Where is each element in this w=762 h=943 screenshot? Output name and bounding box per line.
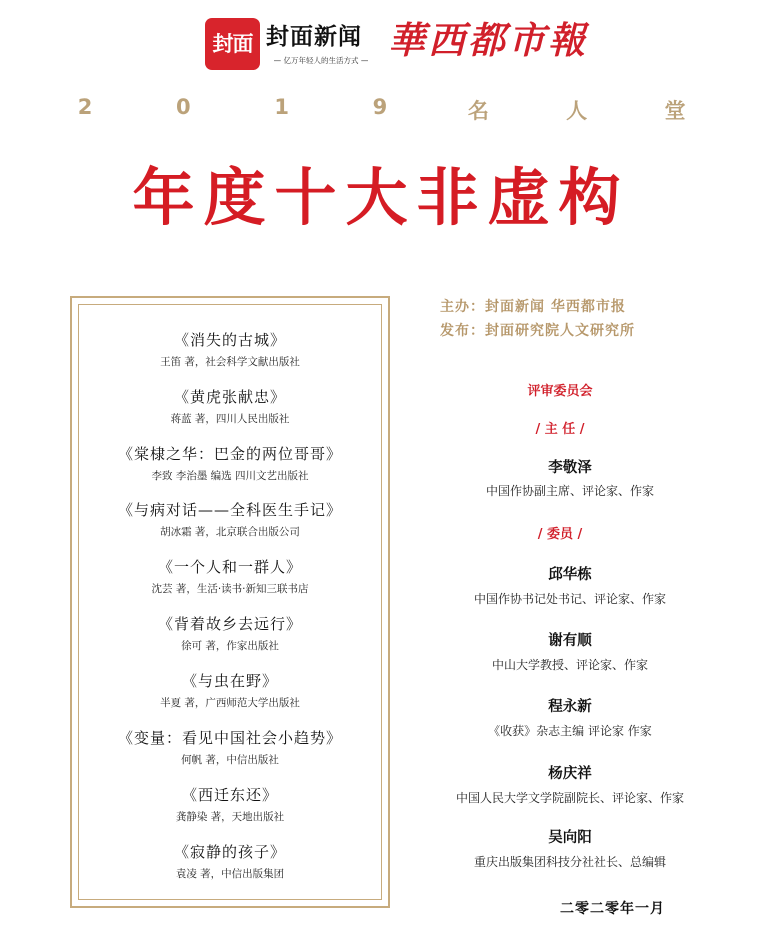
book-title: 《与病对话——全科医生手记》	[117, 501, 342, 519]
book-author-publisher: 袁凌 著，中信出版集团	[175, 868, 285, 880]
book-title: 《黄虎张献忠》	[173, 388, 286, 406]
book-entry	[70, 443, 390, 483]
book-title: 《西迁东还》	[181, 786, 278, 804]
member-name: 吴向阳	[548, 830, 592, 846]
book-title: 《与虫在野》	[181, 672, 278, 690]
member-title: 《收获》杂志主编 评论家 作家	[488, 724, 652, 738]
book-entry	[70, 329, 390, 369]
hall-char: 1	[274, 95, 289, 119]
book-author-publisher: 李致 李治墨 编选 四川文艺出版社	[151, 470, 309, 482]
hall-char: 堂	[664, 99, 686, 123]
book-author-publisher: 王笛 著，社会科学文献出版社	[160, 356, 300, 368]
hall-char: 名	[467, 99, 489, 123]
cover-news-logo-badge: 封面	[205, 18, 260, 70]
book-entry	[70, 727, 390, 767]
hall-of-fame-heading	[70, 95, 690, 135]
book-entry	[70, 841, 390, 881]
book-author-publisher: 半夏 著，广西师范大学出版社	[160, 697, 300, 709]
huaxi-metropolis-daily-logo: 華西都市報	[388, 18, 588, 62]
hall-char: 9	[372, 95, 388, 119]
member-name: 谢有顺	[548, 633, 592, 649]
organizer-publisher: 发布：封面研究院人文研究所	[440, 323, 635, 339]
members-label: / 委员 /	[537, 527, 583, 542]
hall-char: 2	[77, 95, 93, 119]
director-name: 李敬泽	[548, 460, 592, 476]
book-entry	[70, 499, 390, 539]
organizer-host: 主办：封面新闻 华西都市报	[440, 299, 626, 315]
cover-news-slogan: — 亿万年轻人的生活方式 —	[273, 56, 369, 65]
member-title: 中国作协书记处书记、评论家、作家	[473, 592, 666, 606]
hall-char: 0	[176, 95, 191, 119]
book-title: 《棠棣之华：巴金的两位哥哥》	[117, 445, 342, 463]
member-title: 中国人民大学文学院副院长、评论家、作家	[455, 791, 684, 805]
member-title: 重庆出版集团科技分社社长、总编辑	[473, 855, 666, 869]
book-entry	[70, 613, 390, 653]
book-title: 《变量：看见中国社会小趋势》	[117, 729, 342, 747]
director-label: / 主 任 /	[535, 422, 585, 437]
director-title: 中国作协副主席、评论家、作家	[485, 484, 654, 498]
book-author-publisher: 何帆 著，中信出版社	[181, 754, 279, 766]
page-title: 年度十大非虚构	[132, 161, 630, 234]
member-name: 程永新	[548, 699, 592, 715]
book-title: 《寂静的孩子》	[173, 843, 286, 861]
publish-date: 二零二零年一月	[560, 901, 665, 917]
hall-char: 人	[566, 99, 588, 123]
book-entry	[70, 556, 390, 596]
member-title: 中山大学教授、评论家、作家	[491, 658, 648, 672]
book-author-publisher: 胡冰霜 著，北京联合出版公司	[160, 526, 300, 538]
book-entry	[70, 670, 390, 710]
book-author-publisher: 沈芸 著，生活·读书·新知三联书店	[151, 583, 309, 595]
member-name: 杨庆祥	[548, 766, 592, 782]
book-entry	[70, 784, 390, 824]
book-author-publisher: 蒋蓝 著，四川人民出版社	[170, 413, 290, 425]
member-name: 邱华栋	[548, 567, 592, 583]
book-title: 《消失的古城》	[173, 331, 286, 349]
book-author-publisher: 龚静染 著，天地出版社	[175, 811, 285, 823]
book-author-publisher: 徐可 著，作家出版社	[181, 640, 279, 652]
committee-heading: 评审委员会	[527, 384, 593, 399]
book-title: 《一个人和一群人》	[157, 558, 302, 576]
book-title: 《背着故乡去远行》	[157, 615, 302, 633]
book-entry	[70, 386, 390, 426]
cover-news-brand-name: 封面新闻	[266, 23, 362, 50]
